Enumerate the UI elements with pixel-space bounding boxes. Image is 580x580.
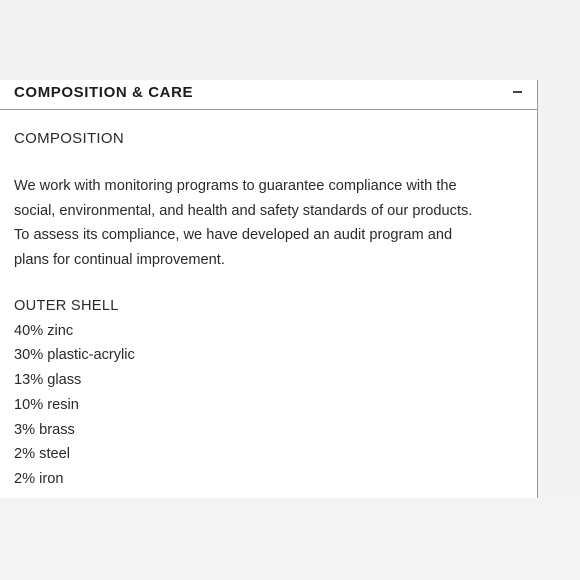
material-item: 2% steel	[14, 446, 70, 463]
accordion-title: COMPOSITION & CARE	[14, 84, 194, 101]
materials-list	[14, 319, 524, 493]
outer-shell-heading: OUTER SHELL	[14, 298, 119, 314]
page-background-bottom	[0, 498, 580, 580]
accordion-header[interactable]	[0, 80, 538, 110]
material-item: 10% resin	[14, 396, 79, 413]
material-item: 40% zinc	[14, 322, 74, 339]
accordion-body	[14, 130, 524, 492]
description-line: We work with monitoring programs to guarantee compliance with the	[14, 178, 457, 194]
description-line: plans for continual improvement.	[14, 251, 225, 268]
outer-shell-section	[14, 294, 524, 492]
description-line: To assess its compliance, we have developed an audit program and	[14, 227, 453, 243]
collapse-button[interactable]	[510, 82, 526, 102]
minus-icon	[513, 91, 522, 93]
material-item: 13% glass	[14, 372, 82, 389]
material-item: 3% brass	[14, 421, 75, 438]
material-item: 30% plastic-acrylic	[14, 347, 135, 364]
compliance-description	[14, 174, 524, 272]
material-item: 2% iron	[14, 471, 64, 488]
composition-care-panel	[0, 80, 538, 498]
description-line: social, environmental, and health and safety standards of our products.	[14, 202, 473, 219]
composition-heading: COMPOSITION	[14, 130, 124, 147]
